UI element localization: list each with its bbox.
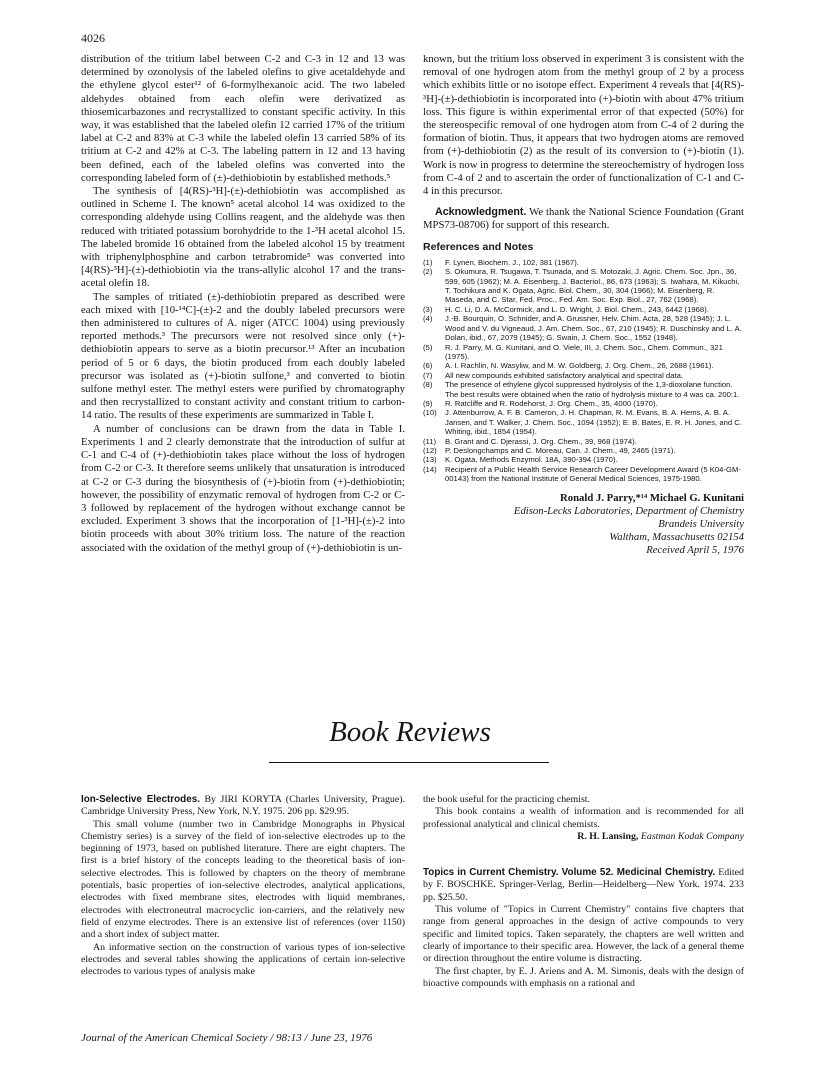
review-paragraph: the book useful for the practicing chemist. <box>423 794 591 805</box>
reference-number: (10) <box>423 408 437 418</box>
reference-text: Recipient of a Public Health Service Research Career Development Award (5 K04-GM-00143) from the National Institute of General Medical Sciences, 1975-1980. <box>445 464 741 484</box>
reference-number: (1) <box>423 257 433 267</box>
body-paragraph: distribution of the tritium label between C-2 and C-3 in 12 and 13 was determined by ozonolysis of the labeled olefins to give acetaldehyde and the ethylene glycol ester¹² of 6-formylhexanoic acid. The two labeled aldehydes obtained from each olefin were derivatized as thiosemicarbazones and recrystallized to constant specific activity. In this way, it was established that the labeled olefin 12 carried 17% of the tritium label at C-2 and 83% at C-3 while the labeled olefin 13 carried 58% of its tritium at C-2 and 42% at C-3. The labeling pattern in 12 and 13 having been defined, each of the labeled olefins was converted into the corresponding labeled form of (±)-dethiobiotin by established methods.⁵ <box>81 53 405 184</box>
body-paragraph: known, but the tritium loss observed in experiment 3 is consistent with the removal of one hydrogen atom from the methyl group of 2 by a process which exhibits little or no isotope effect. Experiment 4 reveals that [4(RS)-³H]-(±)-dethiobiotin is incorporated into (+)-biotin with about 47% tritium loss. This figure is within experimental error of that expected (50%) for the stereospecific removal of one hydrogen atom from C-4 of 2 during the formation of biotin. Thus, it appears that two hydrogen atoms are removed from (+)-dethiobiotin (2) as the result of its conversion to (+)-biotin (1). Work is now in progress to determine the stereochemistry of hydrogen loss from C-4 of 2 and to ascertain the order of functionalization of C-1 and C-4 in this precursor. <box>423 53 744 198</box>
reference-item <box>423 380 744 399</box>
reference-item <box>423 455 744 464</box>
reference-number: (7) <box>423 370 433 380</box>
reference-text: S. Okumura, R. Tsugawa, T. Tsunada, and S. Motozaki, J. Agric. Chem. Soc. Jpn., 36, 599, 605 (1962); M. A. Eisenberg, J. Bacteriol., 86, 673 (1963); S. Iwahara, M. Kikuchi, T. Tochikura and K. Ogata, Agric. Biol. Chem., 30, 304 (1966); M. Eisenberg, R. Maseda, and C. Star, Fed. Proc., Fed. Am. Soc. Exp. Biol., 27, 762 (1968). <box>445 267 740 305</box>
reference-text: J.-B. Bourquin, O. Schnider, and A. Grussner, Helv. Chim. Acta, 28, 528 (1945); J. L. Wood and V. du Vigneaud, J. Am. Chem. Soc., 67, 210 (1945); R. Duschinsky and L. A. Dolan, ibid., 67, 2079 (1945); G. Swain, J. Chem. Soc., 1552 (1948). <box>445 314 742 343</box>
affiliation-line: Brandeis University <box>658 517 744 530</box>
reference-number: (13) <box>423 455 437 465</box>
references-list <box>423 258 744 484</box>
reference-text: F. Lynen, Biochem. J., 102, 381 (1967). <box>445 257 579 267</box>
reference-item <box>423 305 744 314</box>
body-paragraph: The samples of tritiated (±)-dethiobiotin prepared as described were each mixed with [10-¹⁴C]-(±)-2 and the doubly labeled precursors were then administered to cultures of A. niger (ATCC 1004) using previously reported methods.³ The precursors were not resolved since only (+)-dethiobiotin appears to serve as a biotin precursor.¹³ After an incubation period of 5 or 6 days, the biotin produced from each doubly labeled precursor was isolated as (+)-biotin sulfone,³ and converted to biotin sulfone methyl ester. The methyl esters were purified by chromatography and then recrystallized to constant activity and constant tritium to carbon-14 ratio. The results of these experiments are summarized in Table I. <box>81 290 405 422</box>
page-number: 4026 <box>81 31 105 45</box>
review-paragraph: This book contains a wealth of information and is recommended for all professional analytical and clinical chemists. <box>423 806 744 830</box>
reference-text: P. Deslongchamps and C. Moreau, Can. J. Chem., 49, 2465 (1971). <box>445 445 676 455</box>
reference-text: R. Ratcliffe and R. Rodehorst, J. Org. Chem., 35, 4000 (1970). <box>445 398 658 408</box>
reference-text: The presence of ethylene glycol suppressed hydrolysis of the 1,3-dioxolane function. The best results were obtained when the ratio of hydrolysis mixture to 4 was ca. 200:1. <box>445 380 740 399</box>
reference-item <box>423 314 744 342</box>
reference-number: (2) <box>423 267 433 277</box>
reference-item <box>423 437 744 446</box>
body-paragraph: A number of conclusions can be drawn from the data in Table I. Experiments 1 and 2 clearly demonstrate that the introduction of sulfur at C-1 and C-4 of (+)-dethiobiotin takes place without the loss of hydrogen from C-2 or C-3. It therefore seems unlikely that unsaturation is introduced at C-2 or C-3 during the biosynthesis of (+)-biotin from (+)-dethiobiotin; however, the possibility of enzymatic removal of hydrogen from C-2 or C-3 followed by replacement of the hydrogen without exchange cannot be excluded. Experiment 3 shows that the incorporation of [1-³H]-(±)-2 into biotin proceeds with about 30% tritium loss. The nature of the reaction associated with the oxidation of the methyl group of (+)-dethiobiotin is un- <box>81 422 405 554</box>
reference-item <box>423 267 744 305</box>
body-paragraph: The synthesis of [4(RS)-³H]-(±)-dethiobiotin was accomplished as outlined in Scheme I. The known⁵ acetal alcohol 14 was oxidized to the corresponding aldehyde using Collins reagent, and the aldehyde was then reduced with tritiated potassium borohydride to the 1-³H acetal alcohol 15. The labeled bromide 16 obtained from the labeled alcohol 15 by treatment with triphenylphosphine and carbon tetrabromide⁵ was converted into [4(RS)-³H]-(±)-dethiobiotin via the trans-allylic alcohol 17 and the trans-acetal olefin 18. <box>81 185 405 290</box>
reference-text: J. Attenburrow, A. F. B. Cameron, J. H. Chapman, R. M. Evans, B. A. Hems, A. B. A. Jansen, and T. Walker, J. Chem. Soc., 1094 (1952); E. B. Bates, E. R. H. Jones, and C. Whiting, ibid., 1854 (1954). <box>445 408 742 437</box>
review-paragraph: This small volume (number two in Cambridge Monographs in Physical Chemistry series) is a survey of the field of ion-selective electrodes up to the beginning of 1973, based on published literature. There are eight chapters. The first is a brief history of the concepts leading to the theoretical basis of ion-selective electrodes. This is followed by chapters on the theory of membrane potentials, basic properties of ion-selective electrodes, analytical applications, electrodes with fixed membrane sites, electrodes with liquid membranes, electrodes with electroneutral macrocyclic ion-carriers, and the relatively new field of enzyme electrodes. There is an extensive list of references (over 1150) and a short index of subject matter. <box>81 818 405 941</box>
review-header <box>81 794 405 819</box>
reviewer-affiliation: Eastman Kodak Company <box>640 830 744 842</box>
reference-item <box>423 399 744 408</box>
article-left-column <box>81 53 405 555</box>
reference-text: B. Grant and C. Djerassi, J. Org. Chem., 39, 968 (1974). <box>445 436 637 446</box>
review-byline: By JIRI KORYTA (Charles University, Prague). Cambridge University Press, New York, N.Y. 1975. 206 pp. $29.95. <box>81 794 405 818</box>
acknowledgment-text: We thank the National Science Foundation (Grant MPS73-08706) for support of this research. <box>423 206 744 232</box>
article-right-column <box>423 53 744 557</box>
review-header <box>423 867 744 904</box>
affiliation-line: Waltham, Massachusetts 02154 <box>609 530 744 543</box>
reference-text: K. Ogata, Methods Enzymol. 18A, 390-394 (1970). <box>445 455 618 465</box>
reference-item <box>423 361 744 370</box>
received-date: Received April 5, 1976 <box>646 543 744 556</box>
reference-text: All new compounds exhibited satisfactory analytical and spectral data. <box>445 370 684 380</box>
reference-number: (3) <box>423 304 433 314</box>
references-heading: References and Notes <box>423 240 534 253</box>
acknowledgment <box>423 206 744 232</box>
review-paragraph: This volume of "Topics in Current Chemistry" contains five chapters that range from general approaches in the design of active compounds to very specific and limited topics. Taken separately, the chapters are well written and clearly of importance to their specific area. However, the lack of a general theme or direction throughout the entire volume is distracting. <box>423 904 744 965</box>
reference-item <box>423 371 744 380</box>
reference-item <box>423 465 744 484</box>
review-byline: Edited by F. BOSCHKE. Springer-Verlag, Berlin—Heidelberg—New York. 1974. 233 pp. $25.50. <box>423 867 744 903</box>
reference-item <box>423 408 744 436</box>
review-paragraph: The first chapter, by E. J. Ariens and A. M. Simonis, deals with the design of bioactive compounds with emphasis on a rational and <box>423 965 744 989</box>
reference-number: (5) <box>423 342 433 352</box>
section-title: Book Reviews <box>329 716 491 748</box>
reference-number: (4) <box>423 314 433 324</box>
reference-number: (14) <box>423 464 437 474</box>
reference-item <box>423 258 744 267</box>
reference-number: (6) <box>423 361 433 371</box>
reference-number: (8) <box>423 380 433 390</box>
section-divider <box>269 762 549 763</box>
reference-item <box>423 343 744 362</box>
review-right-column <box>423 794 744 990</box>
review-paragraph: An informative section on the construction of various types of ion-selective electrodes and several tables showing the applications of certain ion-selective electrodes to various types of analysis make <box>81 941 405 978</box>
affiliation <box>423 505 744 557</box>
journal-footer: Journal of the American Chemical Society / 98:13 / June 23, 1976 <box>81 1032 373 1044</box>
reference-text: H. C. Li, D. A. McCormick, and L. D. Wright, J. Biol. Chem., 243, 6442 (1968). <box>445 304 709 314</box>
acknowledgment-label: Acknowledgment. <box>435 206 527 219</box>
reference-text: R. J. Parry, M. G. Kunitani, and O. Viele, III, J. Chem. Soc., Chem. Commun., 321 (1975). <box>445 342 723 361</box>
reviewer-signature <box>423 831 744 843</box>
reference-item <box>423 446 744 455</box>
reference-number: (11) <box>423 436 437 446</box>
review-title: Ion-Selective Electrodes. <box>81 794 200 805</box>
reference-text: A. I. Rachlin, N. Wasyliw, and M. W. Goldberg, J. Org. Chem., 26, 2688 (1961). <box>445 361 714 371</box>
reference-number: (12) <box>423 445 437 455</box>
reference-number: (9) <box>423 398 433 408</box>
authors: Ronald J. Parry,*¹⁴ Michael G. Kunitani <box>560 491 744 504</box>
review-left-column <box>81 794 405 978</box>
affiliation-line: Edison-Lecks Laboratories, Department of Chemistry <box>513 504 744 517</box>
reviewer-name: R. H. Lansing, <box>577 830 639 842</box>
review-title: Topics in Current Chemistry. Volume 52. Medicinal Chemistry. <box>423 867 716 879</box>
